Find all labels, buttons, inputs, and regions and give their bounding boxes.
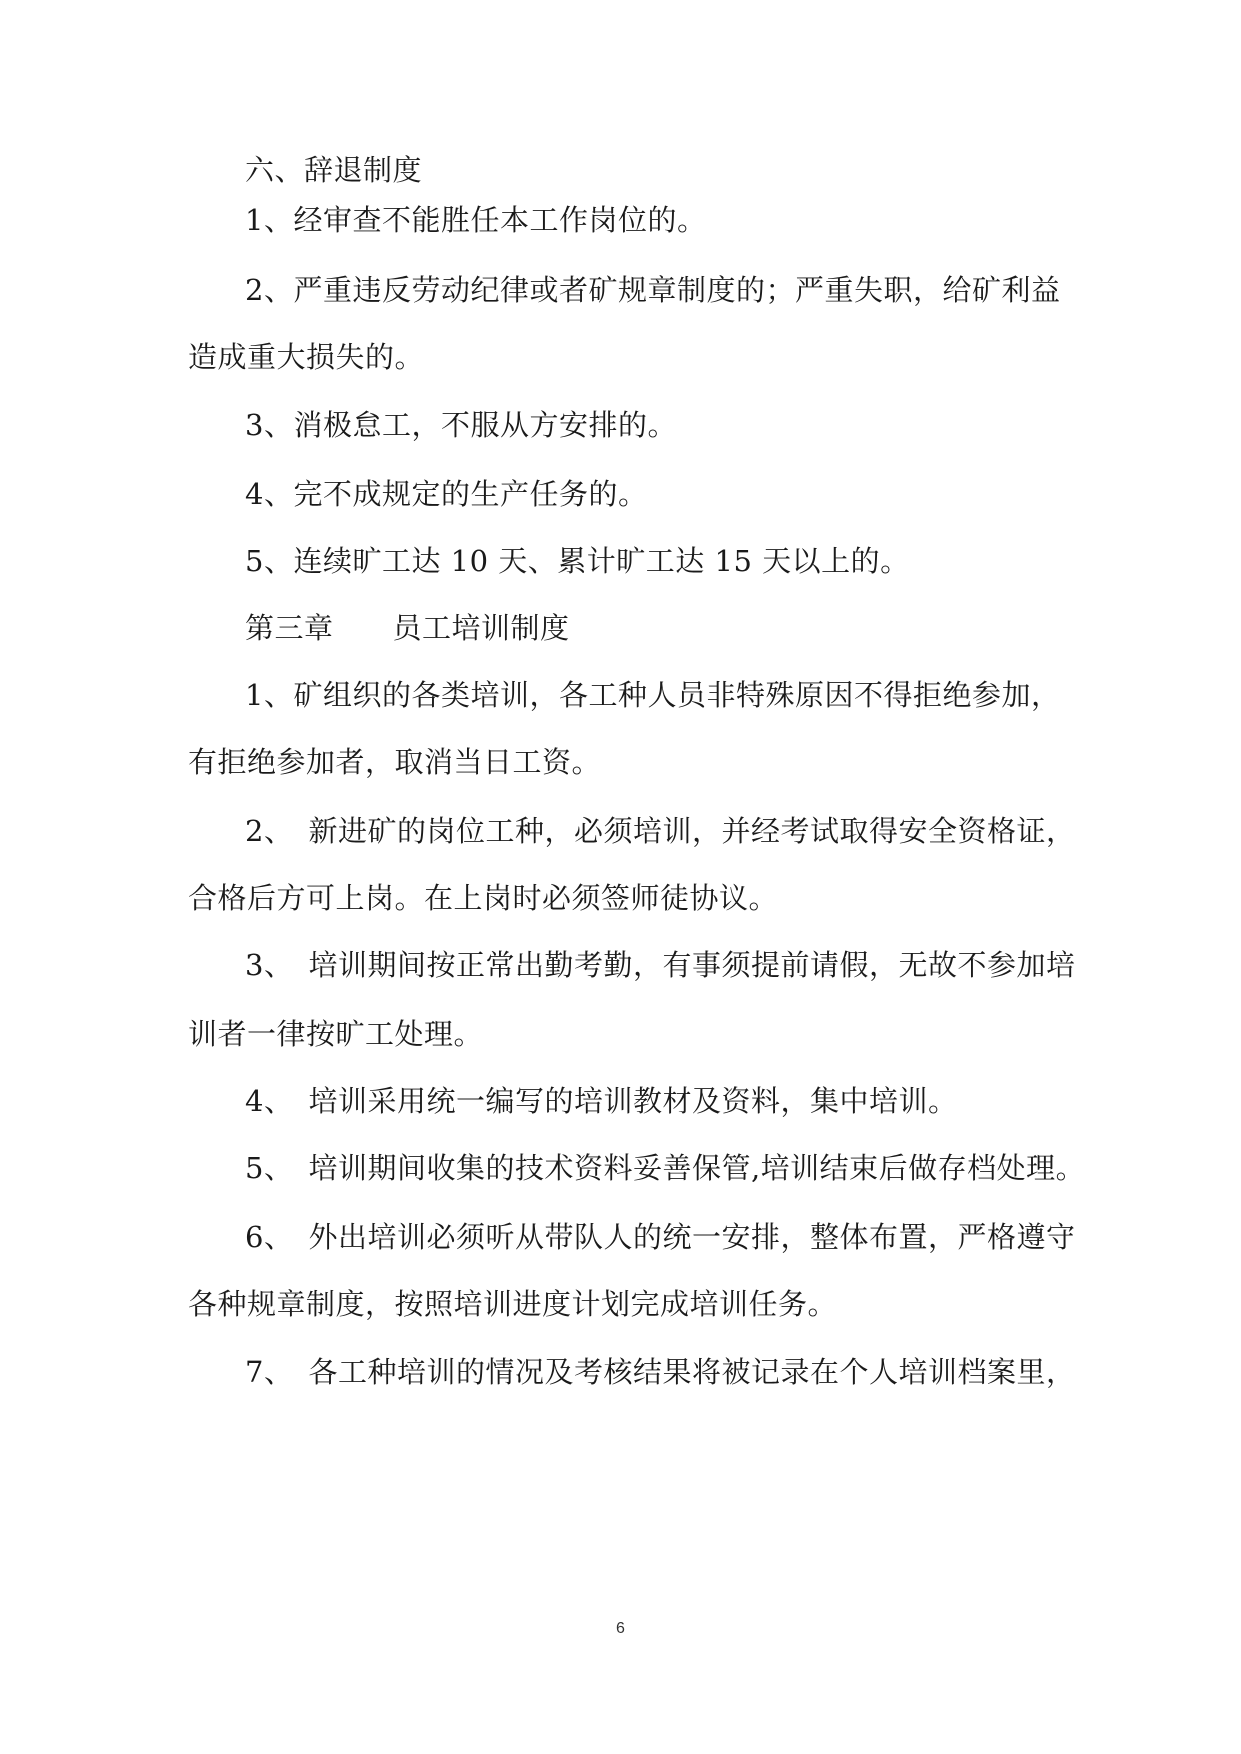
paragraph-line: 各种规章制度，按照培训进度计划完成培训任务。 bbox=[188, 1287, 838, 1321]
paragraph-line: 3、 培训期间按正常出勤考勤，有事须提前请假，无故不参加培 bbox=[245, 948, 1076, 982]
paragraph-line: 2、严重违反劳动纪律或者矿规章制度的；严重失职，给矿利益 bbox=[245, 273, 1061, 307]
paragraph-line: 训者一律按旷工处理。 bbox=[188, 1017, 484, 1051]
paragraph-line: 造成重大损失的。 bbox=[188, 340, 425, 374]
paragraph-line: 5、连续旷工达 10 天、累计旷工达 15 天以上的。 bbox=[245, 544, 910, 578]
paragraph-line: 7、 各工种培训的情况及考核结果将被记录在个人培训档案里， bbox=[245, 1355, 1076, 1389]
chapter-heading: 第三章 员工培训制度 bbox=[245, 611, 570, 645]
page-number: 6 bbox=[616, 1620, 625, 1637]
paragraph-line: 4、 培训采用统一编写的培训教材及资料，集中培训。 bbox=[245, 1084, 958, 1118]
section-heading-dismissal: 六、辞退制度 bbox=[245, 153, 423, 187]
paragraph-line: 2、 新进矿的岗位工种，必须培训，并经考试取得安全资格证， bbox=[245, 814, 1076, 848]
paragraph-line: 3、消极怠工，不服从方安排的。 bbox=[245, 408, 677, 442]
paragraph-line: 6、 外出培训必须听从带队人的统一安排，整体布置，严格遵守 bbox=[245, 1220, 1076, 1254]
paragraph-line: 4、完不成规定的生产任务的。 bbox=[245, 477, 648, 511]
paragraph-line: 合格后方可上岗。在上岗时必须签师徒协议。 bbox=[188, 881, 779, 915]
paragraph-line: 1、经审查不能胜任本工作岗位的。 bbox=[245, 203, 707, 237]
paragraph-line: 有拒绝参加者，取消当日工资。 bbox=[188, 745, 602, 779]
paragraph-line: 1、矿组织的各类培训，各工种人员非特殊原因不得拒绝参加， bbox=[245, 678, 1061, 712]
paragraph-line: 5、 培训期间收集的技术资料妥善保管,培训结束后做存档处理。 bbox=[245, 1151, 1086, 1185]
